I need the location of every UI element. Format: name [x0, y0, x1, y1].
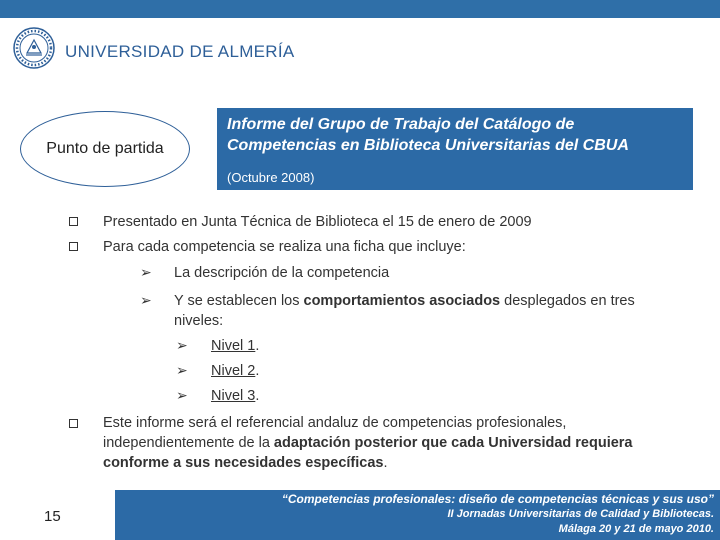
regional-reference-text: Este informe será el referencial andaluz de competencias profesionales, independientemente de la: [103, 415, 567, 451]
bullet-regional-reference: [103, 413, 683, 473]
footer-line-1: “Competencias profesionales: diseño de competencias técnicas y sus uso”: [281, 492, 714, 506]
sub-description: La descripción de la competencia: [174, 265, 390, 281]
sub-behaviours-text: Y se establecen los: [174, 293, 304, 309]
university-name: UNIVERSIDAD DE ALMERÍA: [65, 42, 295, 61]
level-3-period: .: [255, 388, 260, 404]
level-1: [211, 336, 259, 356]
page-number: 15: [44, 508, 61, 525]
arrow-bullet-icon: ➢: [176, 337, 188, 353]
level-3-link[interactable]: Nivel 3: [211, 388, 256, 404]
sub-behaviours-bold: comportamientos asociados: [303, 293, 501, 309]
bullet-presented: Presentado en Junta Técnica de Biblioteca el 15 de enero de 2009: [103, 214, 532, 230]
level-2-period: .: [255, 363, 260, 379]
arrow-bullet-icon: ➢: [176, 362, 188, 378]
sub-behaviours: [174, 291, 664, 331]
level-2: [211, 361, 259, 381]
starting-point-ellipse: [20, 111, 190, 187]
bullet-per-competency: Para cada competencia se realiza una ficha que incluye:: [103, 239, 466, 255]
level-1-link[interactable]: Nivel 1: [211, 338, 256, 354]
square-bullet-icon: [69, 242, 78, 251]
level-2-link[interactable]: Nivel 2: [211, 363, 256, 379]
footer-citation: [282, 492, 714, 537]
report-title: Informe del Grupo de Trabajo del Catálogo de Competencias en Biblioteca Universitarias del CBUA: [227, 116, 629, 154]
arrow-bullet-icon: ➢: [140, 264, 152, 280]
ellipse-label: Punto de partida: [46, 140, 164, 157]
square-bullet-icon: [69, 419, 78, 428]
regional-reference-bold: adaptación posterior que cada Universidad requiera conforme a sus necesidades específicas: [103, 435, 633, 471]
report-title-box: [217, 108, 693, 190]
level-3: [211, 386, 259, 406]
top-accent-bar: [0, 0, 720, 18]
arrow-bullet-icon: ➢: [176, 387, 188, 403]
regional-reference-end: .: [383, 455, 388, 471]
footer-line-2: II Jornadas Universitarias de Calidad y Bibliotecas.: [447, 508, 714, 520]
sub-behaviours-text-end: desplegados en tres niveles:: [174, 293, 635, 329]
square-bullet-icon: [69, 217, 78, 226]
university-seal-icon: [12, 26, 56, 70]
level-1-period: .: [255, 338, 260, 354]
arrow-bullet-icon: ➢: [140, 292, 152, 308]
report-date: (Octubre 2008): [227, 170, 315, 185]
footer-line-3: Málaga 20 y 21 de mayo 2010.: [558, 523, 714, 535]
